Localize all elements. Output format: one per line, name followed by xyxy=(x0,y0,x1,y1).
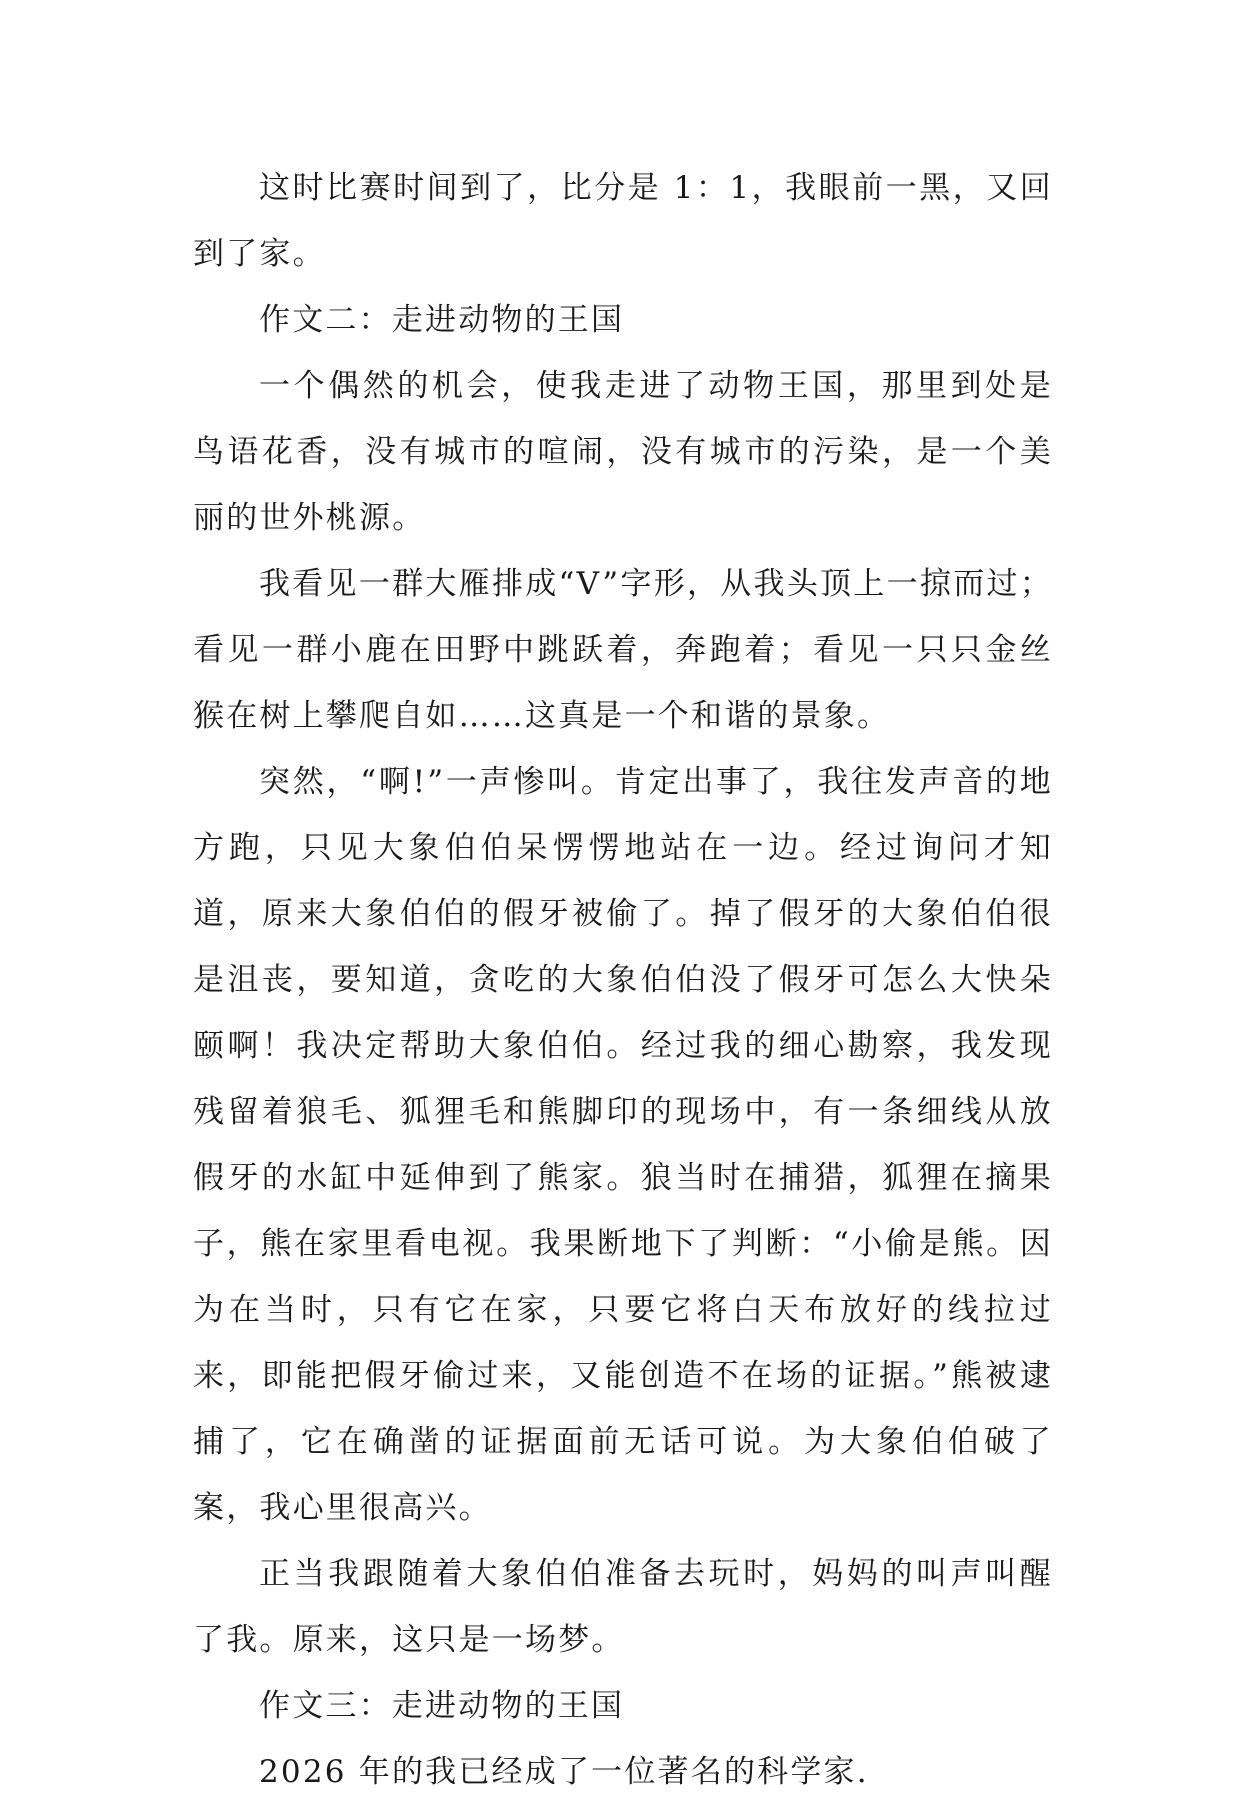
paragraph-essay-three-start: 2026 年的我已经成了一位著名的科学家. xyxy=(259,1754,869,1790)
paragraph-ending: 正当我跟随着大象伯伯准备去玩时，妈妈的叫声叫醒了我。原来，这只是一场梦。 xyxy=(193,1556,1053,1658)
paragraph-match-ending: 这时比赛时间到了，比分是 1：1，我眼前一黑，又回到了家。 xyxy=(193,170,1053,272)
essay-two-title: 作文二：走进动物的王国 xyxy=(259,302,625,338)
paragraph-intro: 一个偶然的机会，使我走进了动物王国，那里到处是鸟语花香，没有城市的喧闹，没有城市的污染，是一个美丽的世外桃源。 xyxy=(193,368,1053,536)
paragraph-story: 突然，“啊!”一声惨叫。肯定出事了，我往发声音的地方跑，只见大象伯伯呆愣愣地站在一边。经过询问才知道，原来大象伯伯的假牙被偷了。掉了假牙的大象伯伯很是沮丧，要知道，贪吃的大象伯伯没了假牙可怎么大快朵颐啊！我决定帮助大象伯伯。经过我的细心勘察，我发现残留着狼毛、狐狸毛和熊脚印的现场中，有一条细线从放假牙的水缸中延伸到了熊家。狼当时在捕猎，狐狸在摘果子，熊在家里看电视。我果断地下了判断：“小偷是熊。因为在当时，只有它在家，只要它将白天布放好的线拉过来，即能把假牙偷过来，又能创造不在场的证据。”熊被逮捕了，它在确凿的证据面前无话可说。为大象伯伯破了案，我心里很高兴。 xyxy=(193,764,1053,1526)
paragraph-scenery: 我看见一群大雁排成“V”字形，从我头顶上一掠而过；看见一群小鹿在田野中跳跃着，奔跑着；看见一只只金丝猴在树上攀爬自如……这真是一个和谐的景象。 xyxy=(193,566,1053,734)
essay-three-title: 作文三：走进动物的王国 xyxy=(259,1688,625,1724)
document-body xyxy=(193,155,1053,1805)
